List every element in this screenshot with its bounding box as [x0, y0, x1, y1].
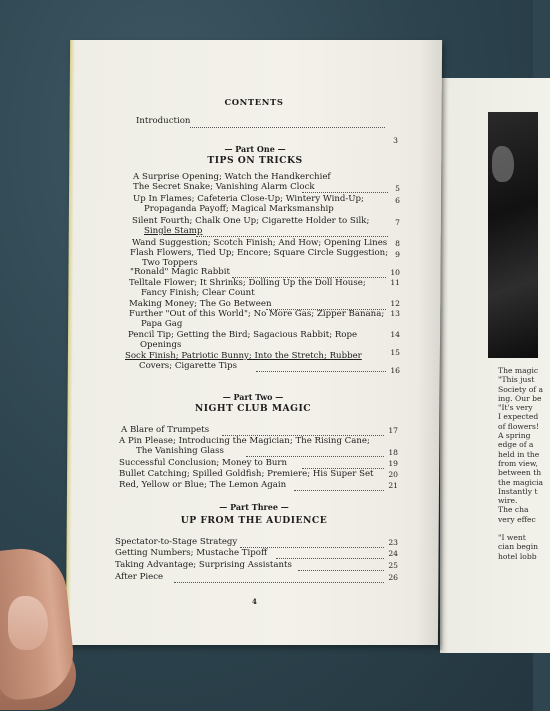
- page-number: 13: [390, 309, 400, 318]
- page-number: 8: [395, 239, 400, 248]
- right-line: edge of a: [498, 440, 534, 450]
- page-number: 18: [388, 448, 398, 457]
- toc-entry-line: Silent Fourth; Chalk One Up; Cigarette Holder to Silk;: [132, 216, 370, 226]
- leader-dots: [256, 370, 386, 372]
- page-number: 19: [388, 459, 398, 468]
- toc-entry-introduction: Introduction: [136, 116, 191, 126]
- page-number: 11: [390, 278, 400, 287]
- leader-dots: [246, 455, 384, 457]
- leader-dots: [294, 489, 384, 491]
- toc-entry-line: Single Stamp: [144, 226, 203, 236]
- toc-entry-line: After Piece: [115, 572, 164, 582]
- right-line: wire.: [498, 496, 518, 506]
- right-line: between th: [498, 468, 542, 478]
- page-number: 14: [390, 330, 400, 339]
- right-line: I expected: [498, 412, 539, 422]
- toc-entry-line: Making Money; The Go Between: [129, 299, 272, 309]
- right-line: A spring: [498, 431, 531, 441]
- toc-entry-line: Successful Conclusion; Money to Burn: [119, 458, 288, 468]
- right-line: Instantly t: [498, 486, 538, 496]
- toc-entry-line: A Pin Please; Introducing the Magician; The Rising Cane;: [119, 436, 370, 446]
- right-line: from view,: [498, 458, 538, 468]
- right-line: the magicia: [498, 477, 544, 487]
- toc-entry-line: A Blare of Trumpets: [121, 425, 210, 435]
- right-line: of flowers!: [498, 421, 540, 431]
- toc-entry-line: Telltale Flower; It Shrinks; Dolling Up the Doll House;: [129, 278, 366, 288]
- leader-dots: [174, 581, 384, 583]
- toc-entry-line: Fancy Finish; Clear Count: [141, 288, 255, 298]
- toc-entry-line: Wand Suggestion; Scotch Finish; And How; Opening Lines: [132, 238, 388, 248]
- page-number: 12: [390, 299, 400, 308]
- toc-entry-line: "Ronald" Magic Rabbit: [130, 267, 230, 277]
- toc-entry-line: Further "Out of this World"; No More Gas; Zipper Banana;: [129, 309, 385, 319]
- page-number: 15: [390, 348, 400, 357]
- part-label: — Part One —: [224, 144, 286, 154]
- page-number: 6: [395, 196, 400, 205]
- page-number: 23: [388, 538, 398, 547]
- page-folio: 4: [252, 597, 257, 606]
- right-line: "It's very: [498, 403, 533, 413]
- page-number: 26: [388, 573, 398, 582]
- page-number: 16: [390, 366, 400, 375]
- page-number: 9: [395, 250, 400, 259]
- toc-entry-line: Covers; Cigarette Tips: [139, 361, 238, 371]
- section-title: NIGHT CLUB MAGIC: [194, 403, 312, 414]
- leader-dots: [298, 569, 384, 571]
- page-number: 17: [388, 426, 398, 435]
- contents-heading: CONTENTS: [224, 97, 284, 107]
- part-label: — Part Two —: [222, 392, 284, 402]
- right-line: very effec: [498, 514, 536, 524]
- toc-entry-line: Papa Gag: [141, 319, 183, 329]
- toc-entry-line: The Vanishing Glass: [136, 446, 224, 456]
- toc-entry-line: Up In Flames; Cafeteria Close-Up; Wintery Wind-Up;: [133, 194, 364, 204]
- thumb-nail: [8, 596, 48, 650]
- right-line: The magic: [498, 366, 539, 375]
- page-number: 24: [388, 549, 398, 558]
- page-number: 10: [390, 268, 400, 277]
- page-number: 5: [395, 184, 400, 193]
- toc-entry-line: Flash Flowers, Tied Up; Encore; Square Circle Suggestion;: [130, 248, 389, 258]
- right-line: ing. Our be: [498, 393, 542, 403]
- page-number: 25: [388, 561, 398, 570]
- right-line: "This just: [498, 375, 535, 385]
- toc-entry-line: Openings: [140, 340, 182, 350]
- toc-entry-line: The Secret Snake; Vanishing Alarm Clock: [133, 182, 315, 192]
- toc-entry-line: Spectator-to-Stage Strategy: [115, 537, 238, 547]
- part-label: — Part Three —: [219, 502, 289, 512]
- leader-dots: [190, 126, 385, 128]
- right-line: hotel lobb: [498, 551, 537, 561]
- right-line: "I went: [498, 533, 526, 543]
- toc-entry-line: Taking Advantage; Surprising Assistants: [115, 560, 292, 570]
- toc-entry-line: Two Toppers: [142, 258, 198, 268]
- page-number: 20: [388, 470, 398, 479]
- section-title: UP FROM THE AUDIENCE: [180, 515, 328, 526]
- leader-dots: [302, 191, 388, 193]
- right-line: The cha: [498, 505, 529, 515]
- page-number: 3: [393, 136, 398, 145]
- leader-dots: [196, 235, 388, 237]
- page-number: 7: [395, 218, 400, 227]
- right-line: held in the: [498, 449, 540, 459]
- toc-entry-line: A Surprise Opening; Watch the Handkerchief: [133, 172, 331, 182]
- leader-dots: [276, 557, 384, 559]
- right-line: Society of a: [498, 384, 544, 394]
- toc-entry-line: Bullet Catching; Spilled Goldfish; Premiere; His Super Set: [119, 469, 374, 479]
- toc-entry-line: Getting Numbers; Mustache Tipoff: [115, 548, 268, 558]
- toc-entry-line: Pencil Tip; Getting the Bird; Sagacious Rabbit; Rope: [128, 330, 358, 340]
- right-line: cian begin: [498, 542, 539, 552]
- toc-entry-line: Propaganda Payoff; Magical Marksmanship: [144, 204, 334, 214]
- page-number: 21: [388, 481, 398, 490]
- section-title: TIPS ON TRICKS: [207, 155, 303, 166]
- toc-entry-line: Red, Yellow or Blue; The Lemon Again: [119, 480, 287, 490]
- toc-entry-line: Sock Finish; Patriotic Bunny; Into the Stretch; Rubber: [125, 351, 362, 361]
